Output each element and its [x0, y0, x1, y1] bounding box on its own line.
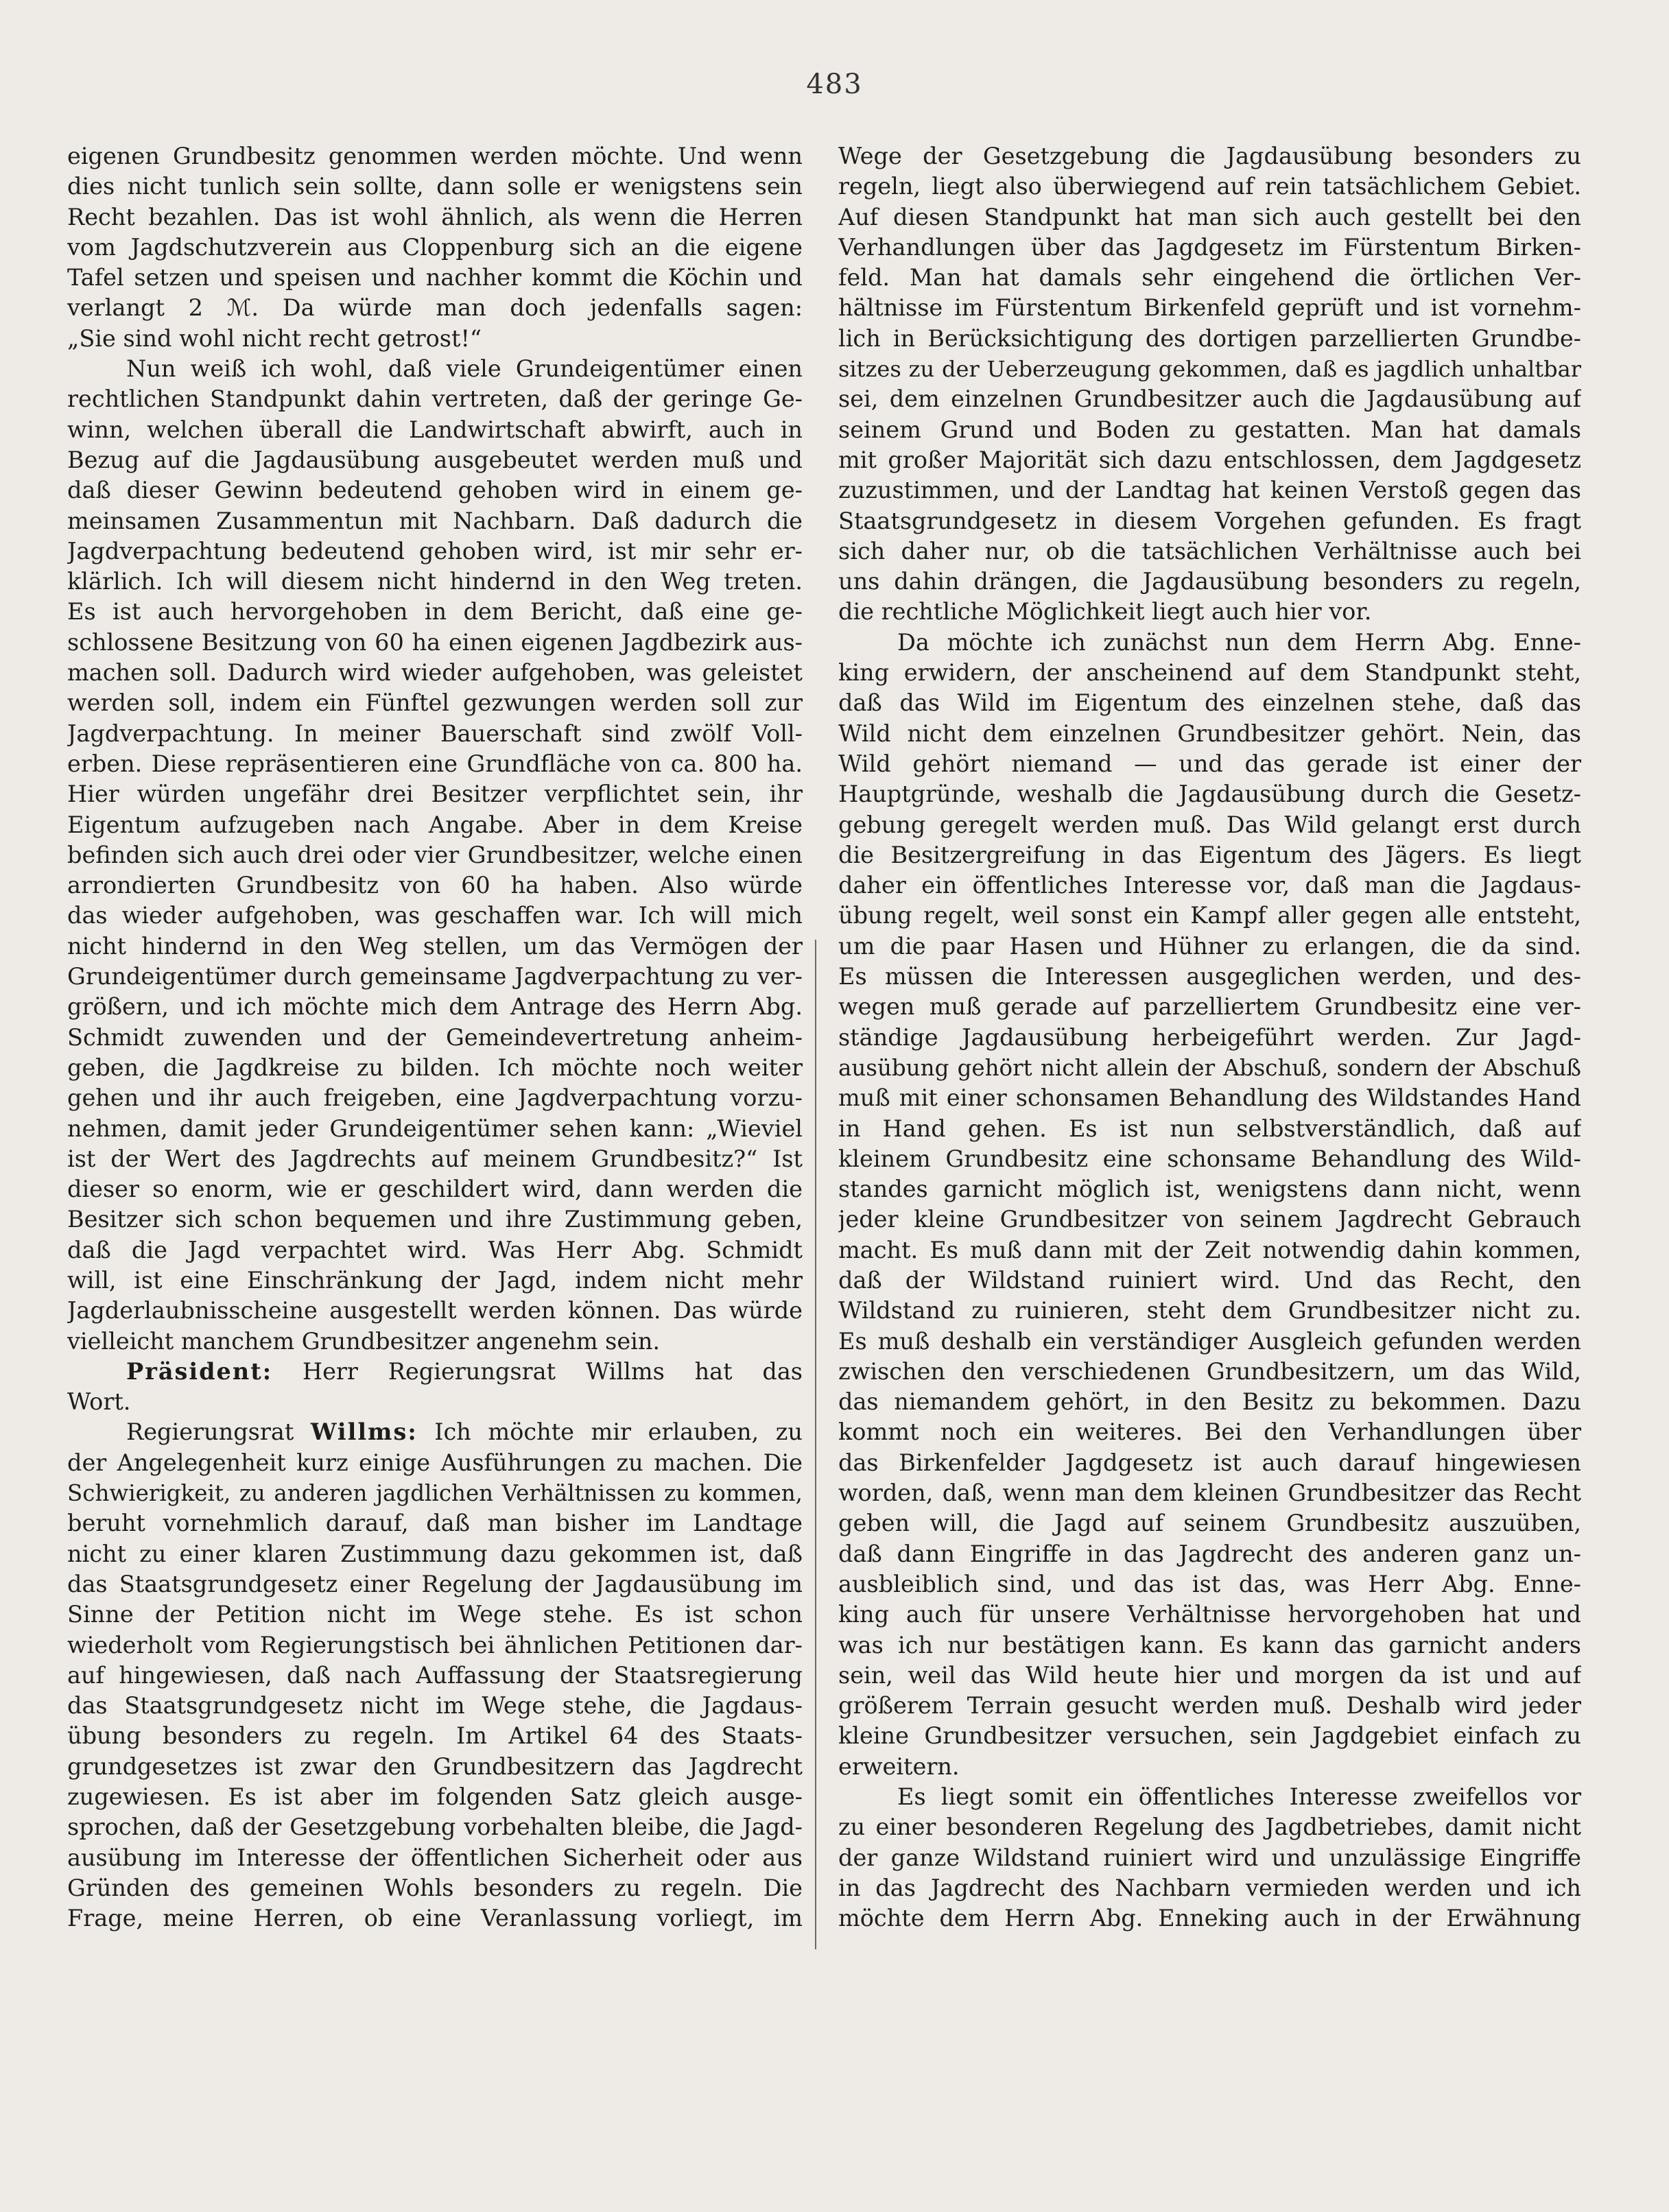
text-line: king auch für unsere Verhältnisse hervorgehoben hat und [838, 1601, 1581, 1628]
text-line: gehen und ihr auch freigeben, eine Jagdverpachtung vorzu- [67, 1084, 803, 1112]
right-text-column [838, 141, 1581, 1934]
text-line: klärlich. Ich will diesem nicht hindernd in den Weg treten. [67, 568, 803, 595]
line-text: Regierungsrat [126, 1418, 311, 1446]
text-line: wegen muß gerade auf parzelliertem Grundbesitz eine ver- [838, 993, 1581, 1021]
text-line: Sinne der Petition nicht im Wege stehe. Es ist schon [67, 1601, 803, 1628]
text-line: wiederholt vom Regierungstisch bei ähnlichen Petitionen dar- [67, 1631, 803, 1658]
text-line: Es liegt somit ein öffentliches Interesse zweifellos vor [897, 1783, 1581, 1811]
text-line: arrondierten Grundbesitz von 60 ha haben. Also würde [67, 872, 803, 899]
text-line: erben. Diese repräsentieren eine Grundfläche von ca. 800 ha. [67, 750, 803, 777]
text-line: um die paar Hasen und Hühner zu erlangen, die da sind. [838, 932, 1581, 960]
text-line: uns dahin drängen, die Jagdausübung besonders zu regeln, [838, 568, 1581, 595]
text-line: machen soll. Dadurch wird wieder aufgehoben, was geleistet [67, 659, 803, 687]
text-line: zwischen den verschiedenen Grundbesitzern, um das Wild, [838, 1357, 1581, 1385]
text-line: Verhandlungen über das Jagdgesetz im Fürstentum Birken- [838, 233, 1581, 261]
text-line: das niemandem gehört, in den Besitz zu bekommen. Dazu [838, 1388, 1581, 1416]
text-line: Jagdverpachtung bedeutend gehoben wird, ist mir sehr er- [67, 537, 803, 564]
text-line: eigenen Grundbesitz genommen werden möchte. Und wenn [67, 143, 803, 169]
text-line: winn, welchen überall die Landwirtschaft abwirft, auch in [67, 416, 803, 443]
text-line: das Staatsgrundgesetz einer Regelung der Jagdausübung im [67, 1570, 803, 1597]
text-line: nicht zu einer klaren Zustimmung dazu gekommen ist, daß [67, 1540, 803, 1567]
text-line: Frage, meine Herren, ob eine Veranlassung vorliegt, im [67, 1905, 803, 1932]
text-line: ausübung im Interesse der öffentlichen Sicherheit oder aus [67, 1844, 803, 1871]
text-line: meinsamen Zusammentun mit Nachbarn. Daß dadurch die [67, 507, 803, 534]
text-line: gebung geregelt werden muß. Das Wild gelangt erst durch [838, 811, 1581, 838]
text-line: geben will, die Jagd auf seinem Grundbesitz auszuüben, [838, 1510, 1581, 1537]
text-line: größern, und ich möchte mich dem Antrage des Herrn Abg. [67, 993, 803, 1021]
text-line: ausübung gehört nicht allein der Abschuß, sondern der Abschuß [838, 1054, 1581, 1081]
text-line: Besitzer sich schon bequemen und ihre Zustimmung geben, [67, 1206, 803, 1233]
text-line: kleine Grundbesitzer versuchen, sein Jagdgebiet einfach zu [838, 1722, 1581, 1750]
text-line: standes garnicht möglich ist, wenigstens dann nicht, wenn [838, 1176, 1581, 1203]
text-line: der Angelegenheit kurz einige Ausführungen zu machen. Die [67, 1449, 803, 1476]
text-line: ist der Wert des Jagdrechts auf meinem Grundbesitz?“ Ist [67, 1145, 803, 1172]
text-line: Jagdverpachtung. In meiner Bauerschaft sind zwölf Voll- [67, 720, 803, 747]
text-line: werden soll, indem ein Fünftel gezwungen werden soll zur [67, 689, 803, 717]
text-line: daß die Jagd verpachtet wird. Was Herr Abg. Schmidt [67, 1236, 803, 1263]
text-line: will, ist eine Einschränkung der Jagd, indem nicht mehr [67, 1266, 803, 1294]
text-line: das wieder aufgehoben, was geschaffen war. Ich will mich [67, 902, 803, 929]
text-line: king erwidern, der anscheinend auf dem Standpunkt steht, [838, 659, 1581, 687]
text-line: nehmen, damit jeder Grundeigentümer sehen kann: „Wieviel [67, 1115, 803, 1142]
text-line: der ganze Wildstand ruiniert wird und unzulässige Eingriffe [838, 1844, 1581, 1871]
text-line: erweitern. [838, 1752, 960, 1780]
text-line: worden, daß, wenn man dem kleinen Grundbesitzer das Recht [838, 1479, 1581, 1507]
text-line: macht. Es muß dann mit der Zeit notwendig dahin kommen, [838, 1236, 1581, 1263]
text-line: Grundeigentümer durch gemeinsame Jagdverpachtung zu ver- [67, 963, 803, 990]
text-line: Auf diesen Standpunkt hat man sich auch gestellt bei den [838, 203, 1581, 230]
page-number: 483 [806, 69, 863, 100]
text-line: verlangt 2 ℳ. Da würde man doch jedenfalls sagen: [67, 294, 803, 322]
text-line: daß dann Eingriffe in das Jagdrecht des anderen ganz un- [838, 1540, 1581, 1567]
text-line: in Hand gehen. Es ist nun selbstverständlich, daß auf [838, 1115, 1581, 1142]
column-divider [815, 940, 816, 1949]
text-line: kleinem Grundbesitz eine schonsame Behandlung des Wild- [838, 1145, 1581, 1172]
text-line: Tafel setzen und speisen und nachher kommt die Köchin und [67, 264, 803, 292]
left-text-column [67, 141, 803, 1934]
text-line: dieser so enorm, wie er geschildert wird, dann werden die [67, 1176, 803, 1203]
text-line: schlossene Besitzung von 60 ha einen eigenen Jagdbezirk aus- [67, 628, 803, 656]
text-line: hältnisse im Fürstentum Birkenfeld geprüft und ist vornehm- [838, 294, 1581, 322]
text-line: Hauptgründe, weshalb die Jagdausübung durch die Gesetz- [838, 781, 1581, 808]
text-line: Wild nicht dem einzelnen Grundbesitzer gehört. Nein, das [838, 720, 1581, 747]
text-line: Wild gehört niemand — und das gerade ist einer der [838, 750, 1581, 777]
text-line: Es ist auch hervorgehoben in dem Bericht, daß eine ge- [67, 598, 803, 626]
text-line: regeln, liegt also überwiegend auf rein tatsächlichem Gebiet. [838, 173, 1581, 200]
text-line: befinden sich auch drei oder vier Grundbesitzer, welche einen [67, 841, 803, 868]
text-line: Hier würden ungefähr drei Besitzer verpflichtet sein, ihr [67, 781, 803, 808]
text-line: lich in Berücksichtigung des dortigen parzellierten Grundbe- [838, 324, 1581, 352]
text-line: das Staatsgrundgesetz nicht im Wege stehe, die Jagdaus- [67, 1692, 803, 1720]
text-line: die rechtliche Möglichkeit liegt auch hier vor. [838, 598, 1372, 626]
line-text: Ich möchte mir erlauben, zu [417, 1418, 803, 1446]
text-line: daß der Wildstand ruiniert wird. Und das Recht, den [838, 1266, 1581, 1294]
text-line: vom Jagdschutzverein aus Cloppenburg sich an die eigene [67, 233, 803, 261]
text-line: ständige Jagdausübung herbeigeführt werden. Zur Jagd- [838, 1023, 1581, 1051]
text-line: sich daher nur, ob die tatsächlichen Verhältnisse auch bei [838, 537, 1581, 564]
text-line: muß mit einer schonsamen Behandlung des Wildstandes Hand [838, 1084, 1581, 1112]
text-line: Staatsgrundgesetz in diesem Vorgehen gefunden. Es fragt [838, 507, 1581, 534]
text-line: übung regelt, weil sonst ein Kampf aller gegen alle entsteht, [838, 902, 1581, 929]
line-text: Herr Regierungsrat Willms hat das [272, 1357, 803, 1385]
text-line: Schwierigkeit, zu anderen jagdlichen Verhältnissen zu kommen, [67, 1480, 803, 1507]
text-line: die Besitzergreifung in das Eigentum des Jägers. Es liegt [838, 841, 1581, 868]
text-line: beruht vornehmlich darauf, daß man bisher im Landtage [67, 1510, 803, 1537]
text-line: Bezug auf die Jagdausübung ausgebeutet werden muß und [67, 446, 803, 473]
text-line: nicht hindernd in den Weg stellen, um das Vermögen der [67, 932, 803, 960]
text-line: auf hingewiesen, daß nach Auffassung der Staatsregierung [67, 1661, 803, 1689]
text-line: größerem Terrain gesucht werden muß. Deshalb wird jeder [838, 1692, 1581, 1720]
speaker-name: Willms: [310, 1418, 418, 1446]
text-line: Wildstand zu ruinieren, steht dem Grundbesitzer nicht zu. [838, 1297, 1581, 1324]
text-line: Es müssen die Interessen ausgeglichen werden, und des- [838, 963, 1581, 990]
text-line: Wort. [67, 1388, 131, 1416]
text-line: zuzustimmen, und der Landtag hat keinen Verstoß gegen das [838, 477, 1581, 504]
text-line: in das Jagdrecht des Nachbarn vermieden werden und ich [838, 1874, 1581, 1901]
text-line: das Birkenfelder Jagdgesetz ist auch darauf hingewiesen [838, 1449, 1581, 1476]
text-line: möchte dem Herrn Abg. Enneking auch in der Erwähnung [838, 1905, 1581, 1932]
text-line [67, 1357, 803, 1387]
text-line: Da möchte ich zunächst nun dem Herrn Abg. Enne- [897, 628, 1581, 656]
text-line: vielleicht manchem Grundbesitzer angenehm sein. [67, 1327, 661, 1355]
text-line: „Sie sind wohl nicht recht getrost!“ [67, 324, 482, 352]
text-line: Es muß deshalb ein verständiger Ausgleich gefunden werden [838, 1327, 1581, 1355]
text-line: Gründen des gemeinen Wohls besonders zu regeln. Die [67, 1874, 803, 1901]
text-line: daß das Wild im Eigentum des einzelnen stehe, daß das [838, 689, 1581, 717]
text-line: Wege der Gesetzgebung die Jagdausübung besonders zu [838, 143, 1581, 169]
text-line: ausbleiblich sind, und das ist das, was Herr Abg. Enne- [838, 1570, 1581, 1597]
text-line: dies nicht tunlich sein sollte, dann solle er wenigstens sein [67, 173, 803, 200]
text-line: daß dieser Gewinn bedeutend gehoben wird in einem ge- [67, 477, 803, 504]
text-line: feld. Man hat damals sehr eingehend die örtlichen Ver- [838, 264, 1581, 292]
text-line: Nun weiß ich wohl, daß viele Grundeigentümer einen [126, 355, 803, 383]
text-line: seinem Grund und Boden zu gestatten. Man hat damals [838, 416, 1581, 443]
text-line [67, 1417, 803, 1447]
text-line: kommt noch ein weiteres. Bei den Verhandlungen über [838, 1418, 1581, 1446]
text-line: daher ein öffentliches Interesse vor, daß man die Jagdaus- [838, 872, 1581, 899]
text-line: zu einer besonderen Regelung des Jagdbetriebes, damit nicht [838, 1813, 1581, 1841]
text-line: sitzes zu der Ueberzeugung gekommen, daß es jagdlich unhaltbar [838, 356, 1581, 383]
text-line: sein, weil das Wild heute hier und morgen da ist und auf [838, 1661, 1581, 1689]
speaker-name: Präsident: [126, 1357, 273, 1385]
text-line: Recht bezahlen. Das ist wohl ähnlich, als wenn die Herren [67, 203, 803, 230]
text-line: Eigentum aufzugeben nach Angabe. Aber in dem Kreise [67, 811, 803, 838]
text-line: mit großer Majorität sich dazu entschlossen, dem Jagdgesetz [838, 446, 1581, 473]
text-line: Schmidt zuwenden und der Gemeindevertretung anheim- [67, 1023, 803, 1051]
text-line: sprochen, daß der Gesetzgebung vorbehalten bleibe, die Jagd- [67, 1813, 803, 1841]
text-line: sei, dem einzelnen Grundbesitzer auch die Jagdausübung auf [838, 385, 1581, 413]
text-line: Jagderlaubnisscheine ausgestellt werden können. Das würde [67, 1297, 803, 1324]
text-line: zugewiesen. Es ist aber im folgenden Satz gleich ausge- [67, 1783, 803, 1811]
text-line: jeder kleine Grundbesitzer von seinem Jagdrecht Gebrauch [838, 1206, 1581, 1233]
text-line: rechtlichen Standpunkt dahin vertreten, daß der geringe Ge- [67, 385, 803, 413]
text-line: übung besonders zu regeln. Im Artikel 64 des Staats- [67, 1722, 803, 1750]
text-line: geben, die Jagdkreise zu bilden. Ich möchte noch weiter [67, 1054, 803, 1081]
text-line: was ich nur bestätigen kann. Es kann das garnicht anders [838, 1631, 1581, 1658]
text-line: grundgesetzes ist zwar den Grundbesitzern das Jagdrecht [67, 1752, 803, 1780]
